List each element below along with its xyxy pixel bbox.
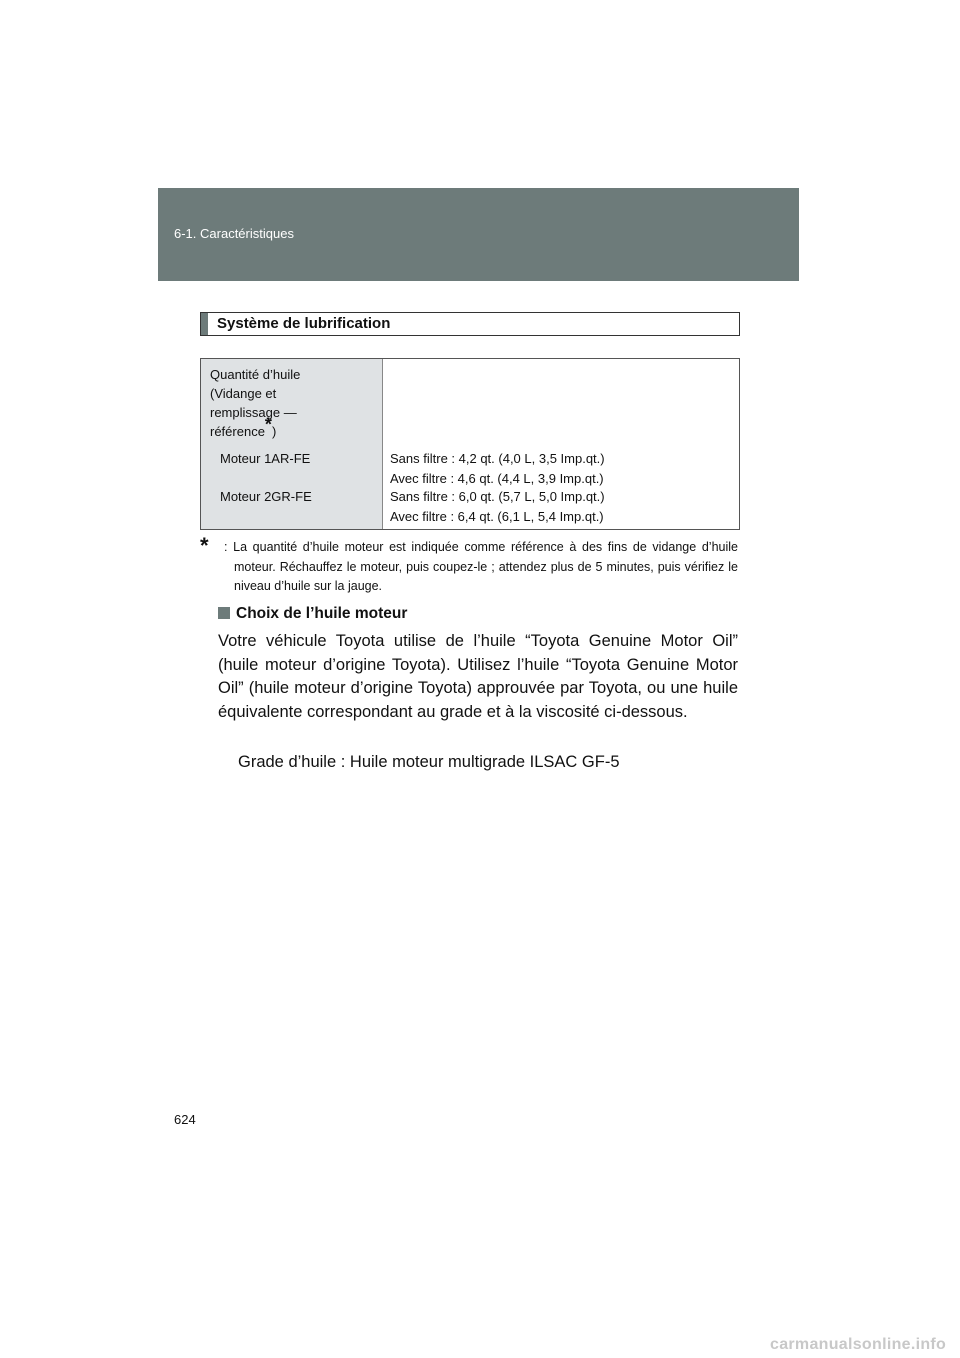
engine-2-with-filter: Avec filtre : 6,4 qt. (6,1 L, 5,4 Imp.qt.): [390, 509, 604, 524]
footnote-asterisk: *: [200, 533, 209, 558]
engine-1-name: Moteur 1AR-FE: [220, 451, 311, 466]
page-number: 624: [174, 1112, 196, 1127]
engine-1-no-filter: Sans filtre : 4,2 qt. (4,0 L, 3,5 Imp.qt.): [390, 451, 605, 466]
engine-2-no-filter: Sans filtre : 6,0 qt. (5,7 L, 5,0 Imp.qt.): [390, 489, 605, 504]
section-title-bar: [200, 312, 740, 336]
oil-capacity-table: [200, 358, 740, 530]
engine-2-name: Moteur 2GR-FE: [220, 489, 312, 504]
section-marker: [201, 313, 208, 335]
oil-quantity-label: Quantité d’huile (Vidange et remplissage — référence*): [210, 367, 301, 439]
subsection-heading: Choix de l’huile moteur: [218, 605, 407, 623]
oil-grade: Grade d’huile : Huile moteur multigrade ILSAC GF-5: [238, 753, 620, 771]
section-title: Système de lubrification: [217, 315, 391, 332]
breadcrumb: 6-1. Caractéristiques: [174, 226, 294, 241]
square-bullet-icon: [218, 607, 230, 619]
body-paragraph: Votre véhicule Toyota utilise de l’huile “Toyota Genuine Motor Oil” (huile moteur d’origine Toyota). Utilisez l’huile “Toyota Genuine Motor Oil” (huile moteur d’origine Toyota) approuvée par Toyota, ou une huile équivalente correspondant au grade et à la viscosité ci-dessous.: [218, 632, 738, 721]
footnote: [200, 533, 738, 597]
watermark: carmanualsonline.info: [770, 1336, 947, 1353]
reference-asterisk: *: [264, 414, 272, 435]
engine-1-with-filter: Avec filtre : 4,6 qt. (4,4 L, 3,9 Imp.qt.): [390, 471, 604, 486]
label-column: [201, 359, 383, 529]
footnote-text: : La quantité d’huile moteur est indiquée comme référence à des fins de vidange d’huile moteur. Réchauffez le moteur, puis coupez-le ; attendez plus de 5 minutes, puis vérifiez le niveau d’huile sur la jauge.: [224, 540, 738, 593]
